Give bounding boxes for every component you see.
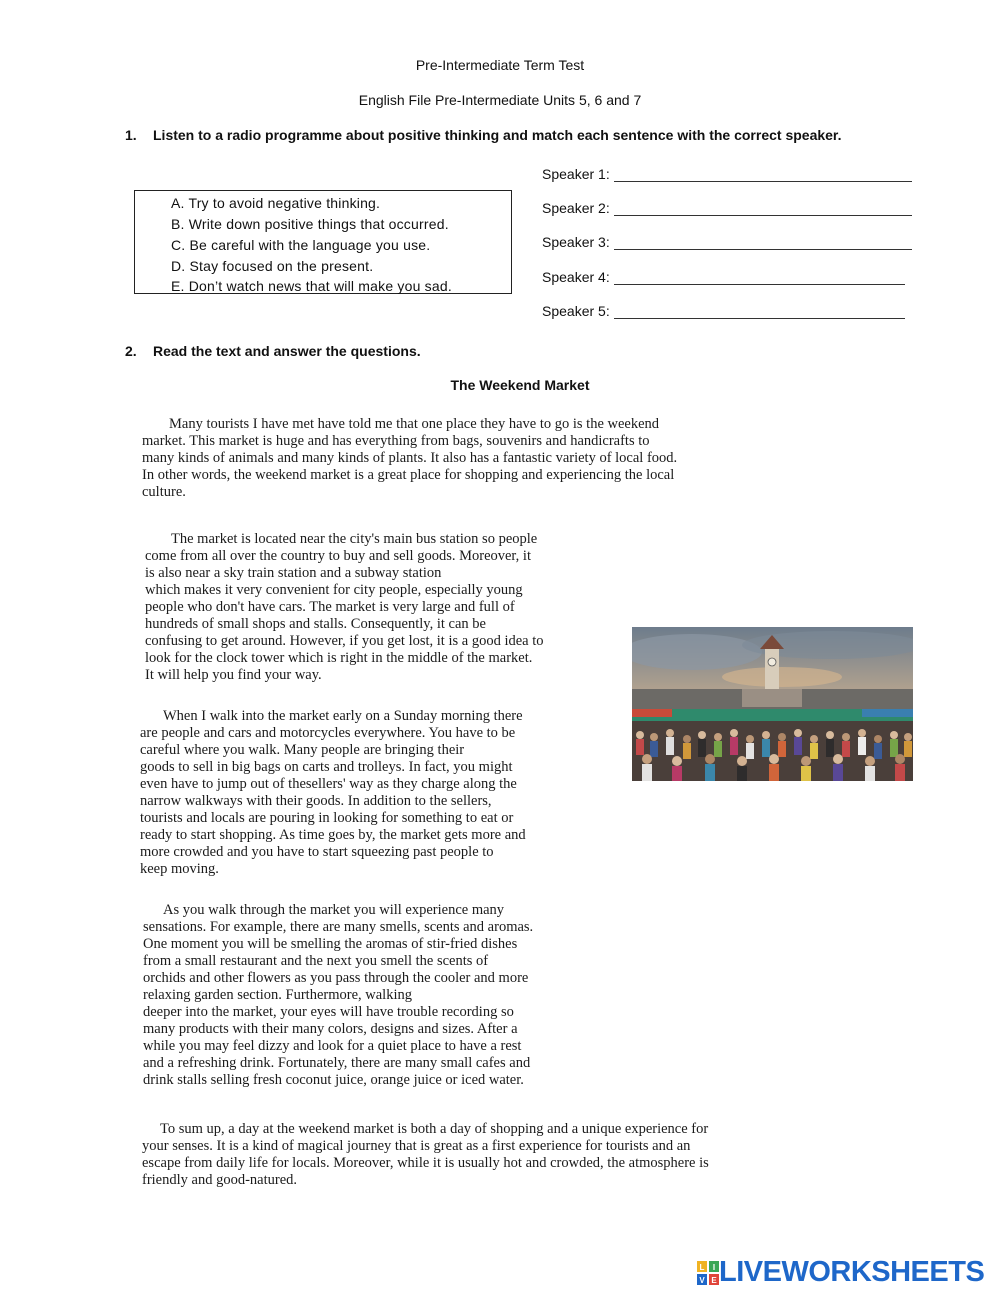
text-line: confusing to get around. However, if you get lost, it is a good idea to [145, 633, 544, 649]
speaker-5-answer-field[interactable] [614, 304, 905, 319]
speaker-2-answer-field[interactable] [614, 201, 912, 216]
options-box [134, 190, 512, 294]
question-1-instruction [125, 127, 842, 143]
question-number: 2. [125, 343, 137, 359]
text-line: goods to sell in big bags on carts and trolleys. In fact, you might [140, 759, 513, 775]
text-line: tourists and locals are pouring in looking for something to eat or [140, 810, 514, 826]
text-line: drink stalls selling fresh coconut juice, orange juice or iced water. [143, 1072, 524, 1088]
speaker-4-label: Speaker 4: [542, 269, 610, 285]
logo-text: LIVEWORKSHEETS [719, 1256, 985, 1288]
logo-letter: V [699, 1275, 705, 1285]
paragraph-1 [142, 416, 677, 501]
speaker-5-row [542, 303, 905, 319]
option-a: A. Try to avoid negative thinking. [171, 195, 381, 211]
text-line: look for the clock tower which is right in the middle of the market. [145, 650, 533, 666]
text-line: deeper into the market, your eyes will have trouble recording so [143, 1004, 514, 1020]
paragraph-4 [143, 902, 533, 1089]
text-line: The market is located near the city's main bus station so people [171, 531, 538, 547]
text-line: To sum up, a day at the weekend market is both a day of shopping and a unique experience for [160, 1121, 709, 1137]
text-line: come from all over the country to buy and sell goods. Moreover, it [145, 548, 531, 564]
text-line: is also near a sky train station and a subway station [145, 565, 442, 581]
text-line: which makes it very convenient for city people, especially young [145, 582, 523, 598]
text-line: It will help you find your way. [145, 667, 322, 683]
text-line: orchids and other flowers as you pass through the cooler and more [143, 970, 529, 986]
text-line: from a small restaurant and the next you smell the scents of [143, 953, 489, 969]
option-c: C. Be careful with the language you use. [171, 237, 431, 253]
text-line: while you may feel dizzy and look for a quiet place to have a rest [143, 1038, 522, 1054]
option-b: B. Write down positive things that occurred. [171, 216, 449, 232]
text-line: and a refreshing drink. Fortunately, there are many small cafes and [143, 1055, 531, 1071]
speaker-3-label: Speaker 3: [542, 234, 610, 250]
page-subtitle: English File Pre-Intermediate Units 5, 6 and 7 [358, 92, 642, 108]
text-line: In other words, the weekend market is a great place for shopping and experiencing the local [142, 467, 675, 483]
text-line: more crowded and you have to start squeezing past people to [140, 844, 494, 860]
text-line: your senses. It is a kind of magical journey that is great as a first experience for tourists and an [142, 1138, 691, 1154]
question-text: Read the text and answer the questions. [153, 343, 421, 359]
text-line: keep moving. [140, 861, 219, 877]
option-d: D. Stay focused on the present. [171, 258, 374, 274]
text-line: sensations. For example, there are many smells, scents and aromas. [143, 919, 534, 935]
text-line: Many tourists I have met have told me that one place they have to go is the weekend [169, 416, 660, 432]
paragraph-2 [145, 531, 544, 684]
text-line: escape from daily life for locals. Moreover, while it is usually hot and crowded, the atmosphere is [142, 1155, 709, 1171]
text-line: One moment you will be smelling the aromas of stir-fried dishes [143, 936, 518, 952]
text-line: people who don't have cars. The market is very large and full of [145, 599, 515, 615]
speaker-4-row [542, 269, 905, 285]
text-line: even have to jump out of thesellers' way as they charge along the [140, 776, 517, 792]
speaker-1-label: Speaker 1: [542, 166, 610, 182]
paragraph-3 [140, 708, 526, 878]
question-text: Listen to a radio programme about positive thinking and match each sentence with the correct speaker. [153, 127, 842, 143]
logo-letter: I [712, 1262, 716, 1272]
speaker-3-answer-field[interactable] [614, 235, 912, 250]
speaker-2-row [542, 200, 912, 216]
speaker-3-row [542, 234, 912, 250]
text-line: narrow walkways with their goods. In addition to the sellers, [140, 793, 492, 809]
question-2-instruction [125, 343, 421, 359]
logo-icon [697, 1261, 719, 1285]
liveworksheets-logo [697, 1256, 984, 1289]
page-title: Pre-Intermediate Term Test [415, 57, 585, 73]
speaker-1-row [542, 166, 912, 182]
text-line: As you walk through the market you will experience many [163, 902, 505, 918]
text-line: ready to start shopping. As time goes by, the market gets more and [140, 827, 526, 843]
text-line: culture. [142, 484, 186, 500]
text-line: many kinds of animals and many kinds of plants. It also has a fantastic variety of local food. [142, 450, 678, 466]
paragraph-5 [142, 1121, 709, 1189]
text-line: careful where you walk. Many people are bringing their [140, 742, 465, 758]
text-line: are people and cars and motorcycles everywhere. You have to be [140, 725, 516, 741]
speaker-5-label: Speaker 5: [542, 303, 610, 319]
speaker-4-answer-field[interactable] [614, 270, 905, 285]
text-line: many products with their many colors, designs and sizes. After a [143, 1021, 518, 1037]
text-line: relaxing garden section. Furthermore, walking [143, 987, 412, 1003]
text-line: friendly and good-natured. [142, 1172, 298, 1188]
market-photo [632, 627, 913, 781]
option-e: E. Don’t watch news that will make you sad. [171, 278, 452, 294]
speaker-1-answer-field[interactable] [614, 167, 912, 182]
text-line: hundreds of small shops and stalls. Consequently, it can be [145, 616, 486, 632]
speaker-2-label: Speaker 2: [542, 200, 610, 216]
article-title: The Weekend Market [450, 377, 590, 393]
logo-letter: E [711, 1275, 717, 1285]
question-number: 1. [125, 127, 137, 143]
text-line: market. This market is huge and has everything from bags, souvenirs and handicrafts to [142, 433, 650, 449]
logo-letter: L [699, 1262, 705, 1272]
text-line: When I walk into the market early on a Sunday morning there [163, 708, 523, 724]
